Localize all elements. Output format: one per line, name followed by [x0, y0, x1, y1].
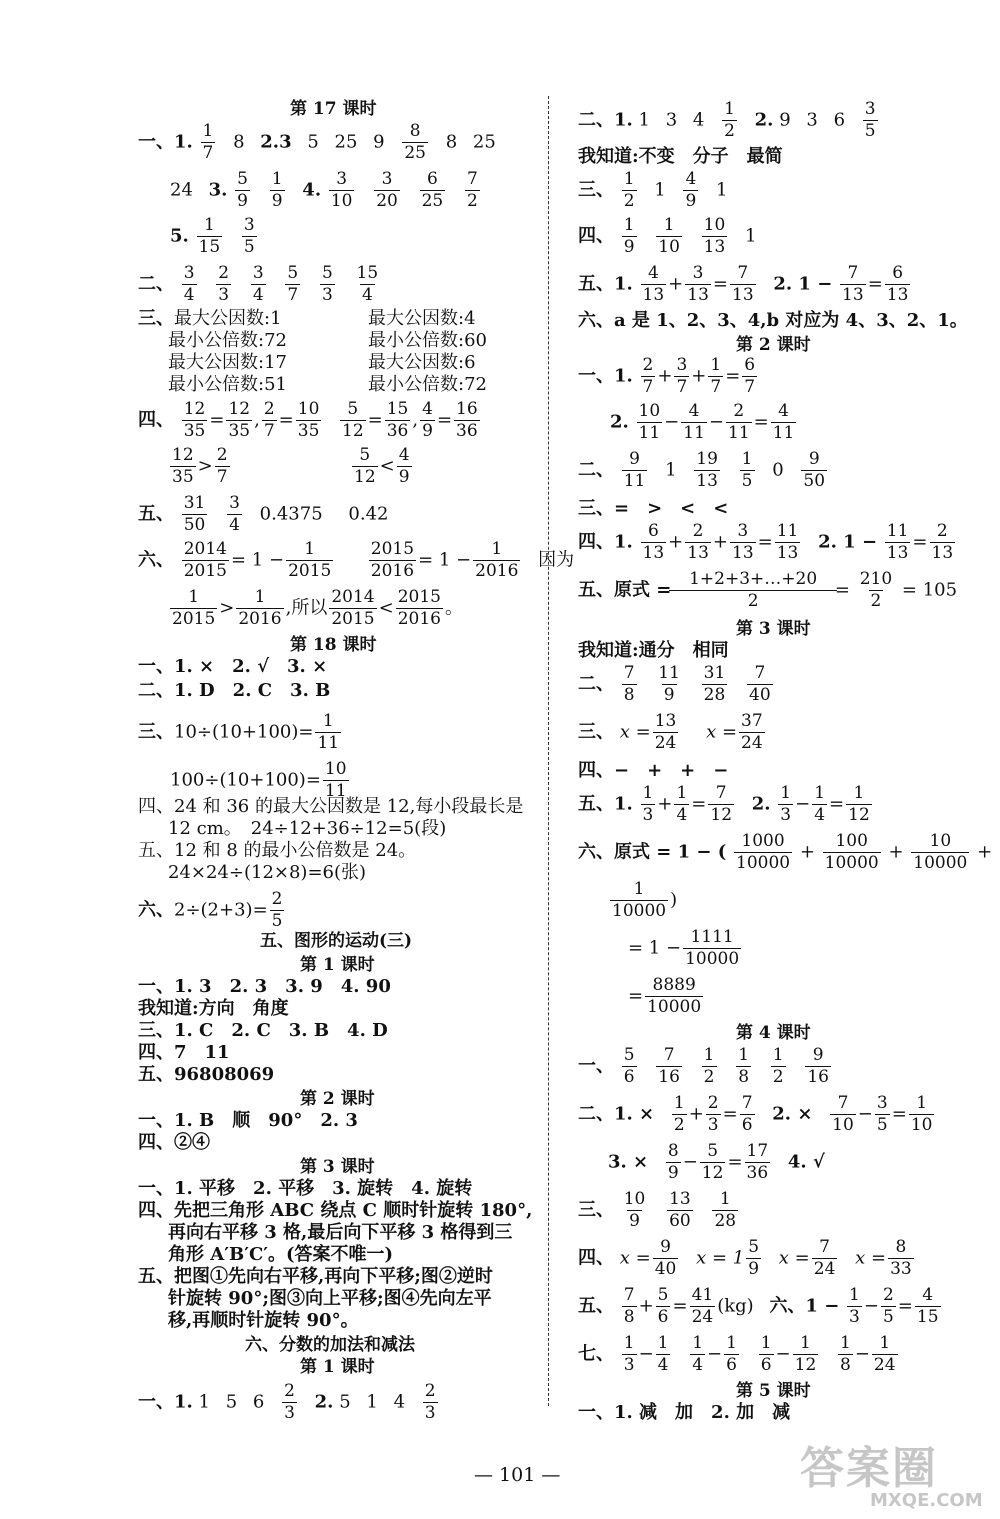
u6k1-line1: 一、1. 1 5 6 $\frac{2}{3}$ 2. 5 1 4 $\frac{2}{3}$: [138, 1381, 436, 1423]
l17-line11: 五、 $\frac{31}{50}$ $\frac{3}{4}$ 0.4375 0.42: [138, 493, 389, 535]
l17-line8a: 最小公倍数:51: [168, 374, 287, 395]
l17-line10b: $\frac{5}{12}$ < $\frac{4}{9}$: [354, 445, 410, 487]
r-line15: 三、 x = $\frac{13}{24}$ x = $\frac{37}{24}$: [578, 711, 763, 753]
r-line4: 四、 $\frac{1}{9}$ $\frac{1}{10}$ $\frac{10}{13}$ 1: [578, 215, 757, 257]
r-line2: 我知道:不变 分子 最简: [578, 146, 783, 167]
l18-line4: 100÷(10+100)= $\frac{10}{11}$: [170, 759, 347, 801]
l17-line4: 二、 $\frac{3}{4}$ $\frac{2}{3}$ $\frac{3}{4}$ $\frac{5}{7}$ $\frac{5}{3}$ $\frac{15}{4}$: [138, 263, 379, 305]
r-line30: 一、1. 减 加 2. 加 减: [578, 1402, 791, 1423]
u6-lesson1-title: 第 1 课时: [300, 1357, 375, 1377]
l18-line9: 六、2÷(2+3)= $\frac{2}{5}$: [138, 889, 283, 931]
u5k3-line5: 五、把图①先向右平移,再向下平移;图②逆时: [138, 1266, 493, 1287]
r-line8: 2. $\frac{10}{11}$ − $\frac{4}{11}$ − $\frac{2}{11}$ = $\frac{4}{11}$: [610, 401, 795, 443]
l18-line7: 五、12 和 8 的最小公倍数是 24。: [138, 840, 417, 861]
u5k1-line2: 我知道:方向 角度: [138, 998, 289, 1019]
r-lesson4-title: 第 4 课时: [736, 1023, 811, 1043]
u5k3-line7: 移,再顺时针旋转 90°。: [168, 1310, 359, 1331]
r-line22: = $\frac{8889}{10000}$: [628, 975, 702, 1017]
r-line29: 七、 $\frac{1}{3}$ − $\frac{1}{4}$ $\frac{1}{4}$ − $\frac{1}{6}$ $\frac{1}{6}$ − $\frac{1}{12}$ $\frac{1}{8}$ − $\frac{1}{24}$: [578, 1333, 896, 1375]
u5k1-line1: 一、1. 3 2. 3 3. 9 4. 90: [138, 976, 391, 997]
unit-5-title: 五、图形的运动(三): [260, 931, 413, 951]
l17-line2: 24 3. $\frac{5}{9}$ $\frac{1}{9}$ 4. $\frac{3}{10}$ $\frac{3}{20}$ $\frac{6}{25}$ $\frac{7}{2}$: [170, 169, 478, 211]
r-line9: 二、 $\frac{9}{11}$ 1 $\frac{19}{13}$ $\frac{1}{5}$ 0 $\frac{9}{50}$: [578, 449, 826, 491]
l18-line6: 12 cm。 24÷12+36÷12=5(段): [168, 818, 447, 839]
r-line21: = 1 − $\frac{1111}{10000}$: [628, 927, 740, 969]
r-lesson2-title: 第 2 课时: [736, 335, 811, 355]
l17-line7a: 最大公因数:17: [168, 352, 287, 373]
l17-line13: $\frac{1}{2015}$ > $\frac{1}{2016}$ ,所以 $\frac{2014}{2015}$ < $\frac{2015}{2016}$ 。: [172, 587, 463, 629]
r-line16: 四、− + + −: [578, 760, 729, 781]
r-line11: 四、1. $\frac{6}{13}$ + $\frac{2}{13}$ + $\frac{3}{13}$ = $\frac{11}{13}$ 2. 1 − $\frac{11}{13}$ = $\frac{2}{13}$: [578, 521, 954, 563]
r-line3: 三、 $\frac{1}{2}$ 1 $\frac{4}{9}$ 1: [578, 169, 728, 211]
r-line28: 五、 $\frac{7}{8}$ + $\frac{5}{6}$ = $\frac{41}{24}$ (kg) 六、1 − $\frac{1}{3}$ − $\frac{2}{5}$ = $\frac{4}{15}$: [578, 1285, 939, 1327]
l17-line5: 三、最大公因数:1: [138, 308, 282, 329]
r-line14: 二、 $\frac{7}{8}$ $\frac{11}{9}$ $\frac{31}{28}$ $\frac{7}{40}$: [578, 663, 771, 705]
u5k1-line3: 三、1. C 2. C 3. B 4. D: [138, 1020, 388, 1041]
u5k1-line4: 四、7 11: [138, 1042, 230, 1063]
column-divider: [548, 96, 549, 1406]
r-line17: 五、1. $\frac{1}{3}$ + $\frac{1}{4}$ = $\frac{7}{12}$ 2. $\frac{1}{3}$ − $\frac{1}{4}$ = $\frac{1}{12}$: [578, 783, 870, 825]
r-line26: 三、 $\frac{10}{9}$ $\frac{13}{60}$ $\frac{1}{28}$: [578, 1189, 737, 1231]
r-line18: 六、原式 = 1 − ( $\frac{1000}{10000}$ + $\frac{100}{10000}$ + $\frac{10}{10000}$ +: [578, 831, 993, 873]
l17-line6a: 最小公倍数:72: [168, 330, 287, 351]
u5k3-line4: 角形 A′B′C′。(答案不唯一): [168, 1244, 394, 1265]
r-line27: 四、 x = $\frac{9}{40}$ x = 1 $\frac{5}{9}$ x = $\frac{7}{24}$ x = $\frac{8}{33}$: [578, 1237, 912, 1279]
u5-lesson3-title: 第 3 课时: [300, 1157, 375, 1177]
r-line1: 二、1. 1 3 4 $\frac{1}{2}$ 2. 9 3 6 $\frac{3}{5}$: [578, 99, 876, 141]
u5k2-line2: 四、②④: [138, 1132, 210, 1153]
l18-line3: 三、10÷(10+100)= $\frac{1}{11}$: [138, 711, 340, 753]
r-line24: 二、1. × $\frac{1}{2}$ + $\frac{2}{3}$ = $\frac{7}{6}$ 2. × $\frac{7}{10}$ − $\frac{3}{5}$ = $\frac{1}{10}$: [578, 1093, 933, 1135]
r-line10: 三、= > < <: [578, 498, 729, 519]
l18-line8: 24×24÷(12×8)=6(张): [168, 862, 367, 883]
r-lesson3-title: 第 3 课时: [736, 619, 811, 639]
l17-line9: 四、 $\frac{12}{35}$ = $\frac{12}{35}$ , $\frac{2}{7}$ = $\frac{10}{35}$: [138, 399, 320, 441]
r-line7: 一、1. $\frac{2}{7}$ + $\frac{3}{7}$ + $\frac{1}{7}$ = $\frac{6}{7}$: [578, 355, 756, 397]
lesson-17-title: 第 17 课时: [290, 99, 377, 119]
unit-6-title: 六、分数的加法和减法: [245, 1335, 415, 1355]
l17-line9b: $\frac{5}{12}$ = $\frac{15}{36}$ , $\frac{4}{9}$ = $\frac{16}{36}$: [342, 399, 478, 441]
r-lesson5-title: 第 5 课时: [736, 1381, 811, 1401]
l17-line8b: 最小公倍数:72: [368, 374, 487, 395]
page-number: — 101 —: [474, 1464, 561, 1486]
r-line23: 一、 $\frac{5}{6}$ $\frac{7}{16}$ $\frac{1}{2}$ $\frac{1}{8}$ $\frac{1}{2}$ $\frac{9}{16}$: [578, 1045, 829, 1087]
watermark-logo: 答案圈 MXQE.COM: [800, 1443, 983, 1511]
r-line6: 六、a 是 1、2、3、4,b 对应为 4、3、2、1。: [578, 310, 968, 331]
u5k2-line1: 一、1. B 顺 90° 2. 3: [138, 1110, 358, 1131]
u5k1-line5: 五、96808069: [138, 1064, 275, 1085]
u5k3-line1: 一、1. 平移 2. 平移 3. 旋转 4. 旋转: [138, 1178, 473, 1199]
l18-line1: 一、1. × 2. √ 3. ×: [138, 656, 328, 677]
l17-line3: 5. $\frac{1}{15}$ $\frac{3}{5}$: [170, 215, 255, 257]
l17-line6b: 最小公倍数:60: [368, 330, 487, 351]
u5k3-line6: 针旋转 90°;图③向上平移;图④先向左平: [168, 1288, 492, 1309]
l17-line10: $\frac{12}{35}$ > $\frac{2}{7}$: [172, 445, 228, 487]
l17-line7b: 最大公因数:6: [368, 352, 476, 373]
u5k3-line2: 四、先把三角形 ABC 绕点 C 顺时针旋转 180°,: [138, 1200, 533, 1221]
u5k3-line3: 再向右平移 3 格,最后向下平移 3 格得到三: [168, 1222, 513, 1243]
l18-line5: 四、24 和 36 的最大公因数是 12,每小段最长是: [138, 796, 524, 817]
r-line13: 我知道:通分 相同: [578, 640, 729, 661]
l17-line5b: 最大公因数:4: [368, 308, 476, 329]
r-line5: 五、1. $\frac{4}{13}$ + $\frac{3}{13}$ = $\frac{7}{13}$ 2. 1 − $\frac{7}{13}$ = $\frac{6}{13}$: [578, 263, 909, 305]
r-line19: $\frac{1}{10000}$ ): [612, 879, 678, 921]
u5-lesson1-title: 第 1 课时: [300, 955, 375, 975]
l17-line12: 六、 $\frac{2014}{2015}$ = 1 − $\frac{1}{2015}$ $\frac{2015}{2016}$ = 1 − $\frac{1}{2016}$ 因为: [138, 539, 575, 581]
r-line12: 五、原式 = $\frac{1+2+3+\dots+20}{2}$ = $\frac{210}{2}$ = 105: [578, 569, 958, 611]
l17-line1: 一、1. $\frac{1}{7}$ 8 2.3 5 25 9 $\frac{8}{25}$ 8 25: [138, 121, 496, 163]
u5-lesson2-title: 第 2 课时: [300, 1089, 375, 1109]
l18-line2: 二、1. D 2. C 3. B: [138, 680, 331, 701]
lesson-18-title: 第 18 课时: [290, 635, 377, 655]
r-line25: 3. × $\frac{8}{9}$ − $\frac{5}{12}$ = $\frac{17}{36}$ 4. √: [608, 1141, 825, 1183]
